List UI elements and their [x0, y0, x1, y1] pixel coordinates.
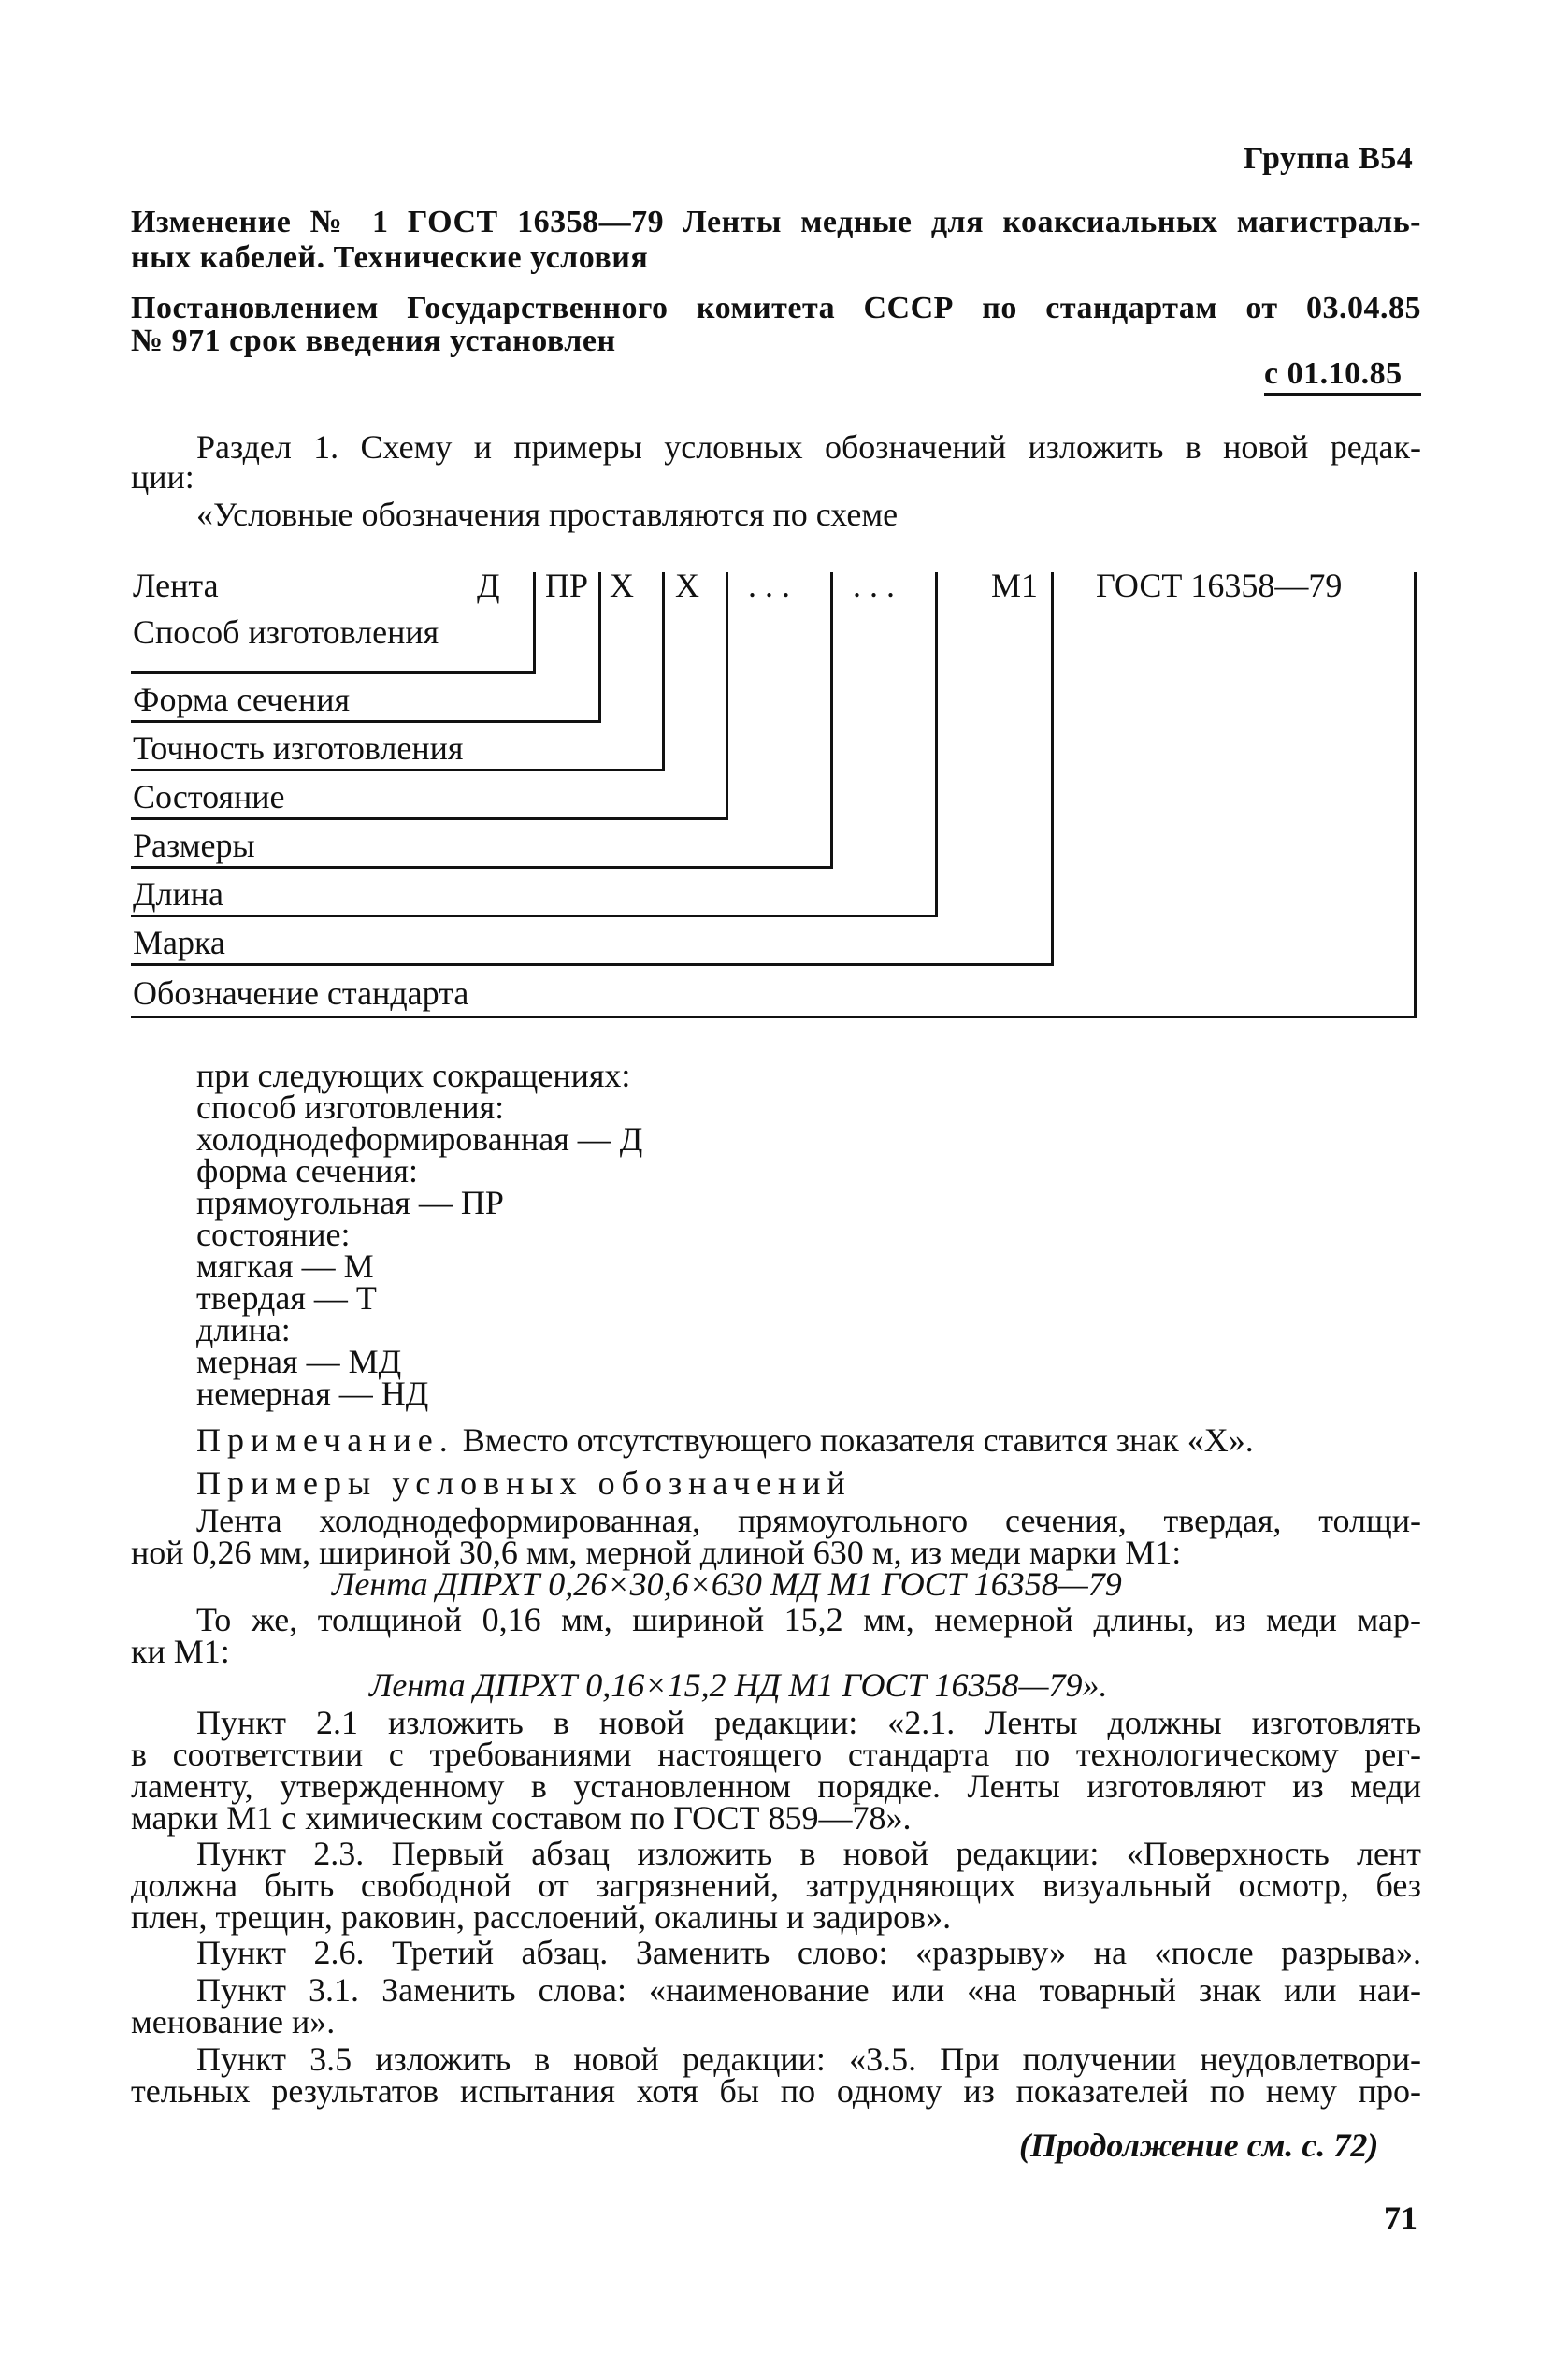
abbr-line-2: способ изготовления:: [196, 1088, 505, 1126]
scheme-gost: ГОСТ 16358—79: [1096, 567, 1343, 604]
scheme-vline-8: [1414, 572, 1417, 1017]
effective-date: с 01.10.85: [1264, 356, 1403, 391]
example2-code: Лента ДПРХТ 0,16×15,2 НД М1 ГОСТ 16358—79».: [369, 1666, 1108, 1704]
scheme-vline-6: [935, 572, 938, 916]
examples-heading: Примеры условных обозначений: [196, 1464, 852, 1502]
scheme-row-length: Длина: [133, 875, 224, 913]
example1-code: Лента ДПРХТ 0,26×30,6×630 МД М1 ГОСТ 16358—79: [332, 1565, 1122, 1603]
page-number: 71: [1384, 2199, 1417, 2237]
scheme-hline-3: [131, 769, 665, 771]
abbr-line-6: состояние:: [196, 1216, 351, 1253]
group-code: Группа В54: [1244, 141, 1414, 176]
scheme-row-sizes: Размеры: [133, 827, 255, 864]
scheme-label-lenta: Лента: [133, 567, 219, 604]
scheme-code-x2: Х: [675, 567, 699, 604]
scheme-hline-7: [131, 963, 1054, 966]
scheme-vline-1: [533, 572, 536, 673]
note-text: Вместо отсутствующего показателя ставится знак «Х».: [462, 1421, 1254, 1459]
abbr-line-9: длина:: [196, 1311, 291, 1348]
scheme-row-method: Способ изготовления: [133, 613, 439, 651]
p31-line-2: менование и».: [131, 2003, 336, 2040]
scheme-code-m1: М1: [991, 567, 1039, 604]
scheme-row-state: Состояние: [133, 778, 285, 815]
scheme-code-x1: Х: [610, 567, 634, 604]
p21-line-4: марки М1 с химическим составом по ГОСТ 859—78».: [131, 1799, 912, 1837]
scheme-code-d: Д: [477, 567, 500, 604]
abbr-line-4: форма сечения:: [196, 1152, 418, 1189]
p21-line-2: в соответствии с требованиями настоящего стандарта по технологическому рег-: [131, 1736, 1421, 1773]
p23-line-2: должна быть свободной от загрязнений, затрудняющих визуальный осмотр, без: [131, 1867, 1421, 1904]
example2-line-1: То же, толщиной 0,16 мм, шириной 15,2 мм, немерной длины, из меди мар-: [196, 1601, 1421, 1638]
change-title-line-2: ных кабелей. Технические условия: [131, 240, 649, 275]
p35-line-2: тельных результатов испытания хотя бы по одному из показателей по нему про-: [131, 2072, 1421, 2110]
p31-line-1: Пункт 3.1. Заменить слова: «наименование или «на товарный знак или наи-: [196, 1971, 1421, 2009]
p23-line-1: Пункт 2.3. Первый абзац изложить в новой редакции: «Поверхность лент: [196, 1835, 1421, 1872]
scheme-dots-1: . . .: [748, 567, 790, 604]
scheme-vline-5: [830, 572, 833, 868]
continued-note: (Продолжение см. с. 72): [1019, 2126, 1379, 2164]
p21-line-1: Пункт 2.1 изложить в новой редакции: «2.1. Ленты должны изготовлять: [196, 1704, 1421, 1741]
scheme-row-accuracy: Точность изготовления: [133, 729, 464, 767]
abbr-line-10: мерная — МД: [196, 1343, 402, 1380]
abbr-line-3: холоднодеформированная — Д: [196, 1120, 643, 1158]
scheme-dots-2: . . .: [853, 567, 895, 604]
p23-line-3: плен, трещин, раковин, расслоений, окалины и задиров».: [131, 1898, 952, 1936]
scheme-vline-2: [598, 572, 601, 722]
scheme-hline-8: [131, 1016, 1417, 1018]
section1-intro-line-1: Раздел 1. Схему и примеры условных обозначений изложить в новой редак-: [196, 428, 1421, 466]
scheme-vline-7: [1051, 572, 1054, 965]
decree-line-1: Постановлением Государственного комитета СССР по стандартам от 03.04.85: [131, 291, 1421, 325]
example1-line-1: Лента холоднодеформированная, прямоугольного сечения, твердая, толщи-: [196, 1502, 1421, 1539]
abbr-line-1: при следующих сокращениях:: [196, 1057, 631, 1094]
change-title-line-1: Изменение № 1 ГОСТ 16358—79 Ленты медные для коаксиальных магистраль-: [131, 205, 1421, 239]
effective-date-underline: [1264, 393, 1421, 396]
scheme-hline-4: [131, 817, 728, 820]
section1-intro-line-2: ции:: [131, 458, 194, 496]
scheme-row-grade: Марка: [133, 924, 225, 961]
decree-line-2: № 971 срок введения установлен: [131, 324, 616, 358]
example2-line-2: ки М1:: [131, 1633, 230, 1670]
abbr-line-8: твердая — Т: [196, 1279, 377, 1317]
note-label: Примечание.: [196, 1421, 454, 1459]
abbr-line-5: прямоугольная — ПР: [196, 1184, 504, 1221]
scheme-hline-2: [131, 720, 601, 723]
p26-line: Пункт 2.6. Третий абзац. Заменить слово: «разрыву» на «после разрыва».: [196, 1934, 1421, 1971]
scheme-vline-3: [662, 572, 665, 771]
scheme-vline-4: [726, 572, 728, 819]
abbr-line-11: немерная — НД: [196, 1375, 429, 1412]
scheme-row-standard: Обозначение стандарта: [133, 974, 469, 1012]
p35-line-1: Пункт 3.5 изложить в новой редакции: «3.5. При получении неудовлетвори-: [196, 2040, 1421, 2078]
scheme-hline-6: [131, 915, 938, 917]
note-line: [196, 1421, 1254, 1459]
scheme-hline-1: [131, 671, 536, 674]
scheme-hline-5: [131, 866, 833, 869]
example1-line-2: ной 0,26 мм, шириной 30,6 мм, мерной длиной 630 м, из меди марки М1:: [131, 1534, 1182, 1571]
abbr-line-7: мягкая — М: [196, 1247, 374, 1285]
scheme-code-pr: ПР: [545, 567, 589, 604]
section1-intro-line-3: «Условные обозначения проставляются по схеме: [196, 496, 899, 533]
scheme-row-section-shape: Форма сечения: [133, 681, 351, 718]
p21-line-3: ламенту, утвержденному в установленном порядке. Ленты изготовляют из меди: [131, 1767, 1421, 1805]
